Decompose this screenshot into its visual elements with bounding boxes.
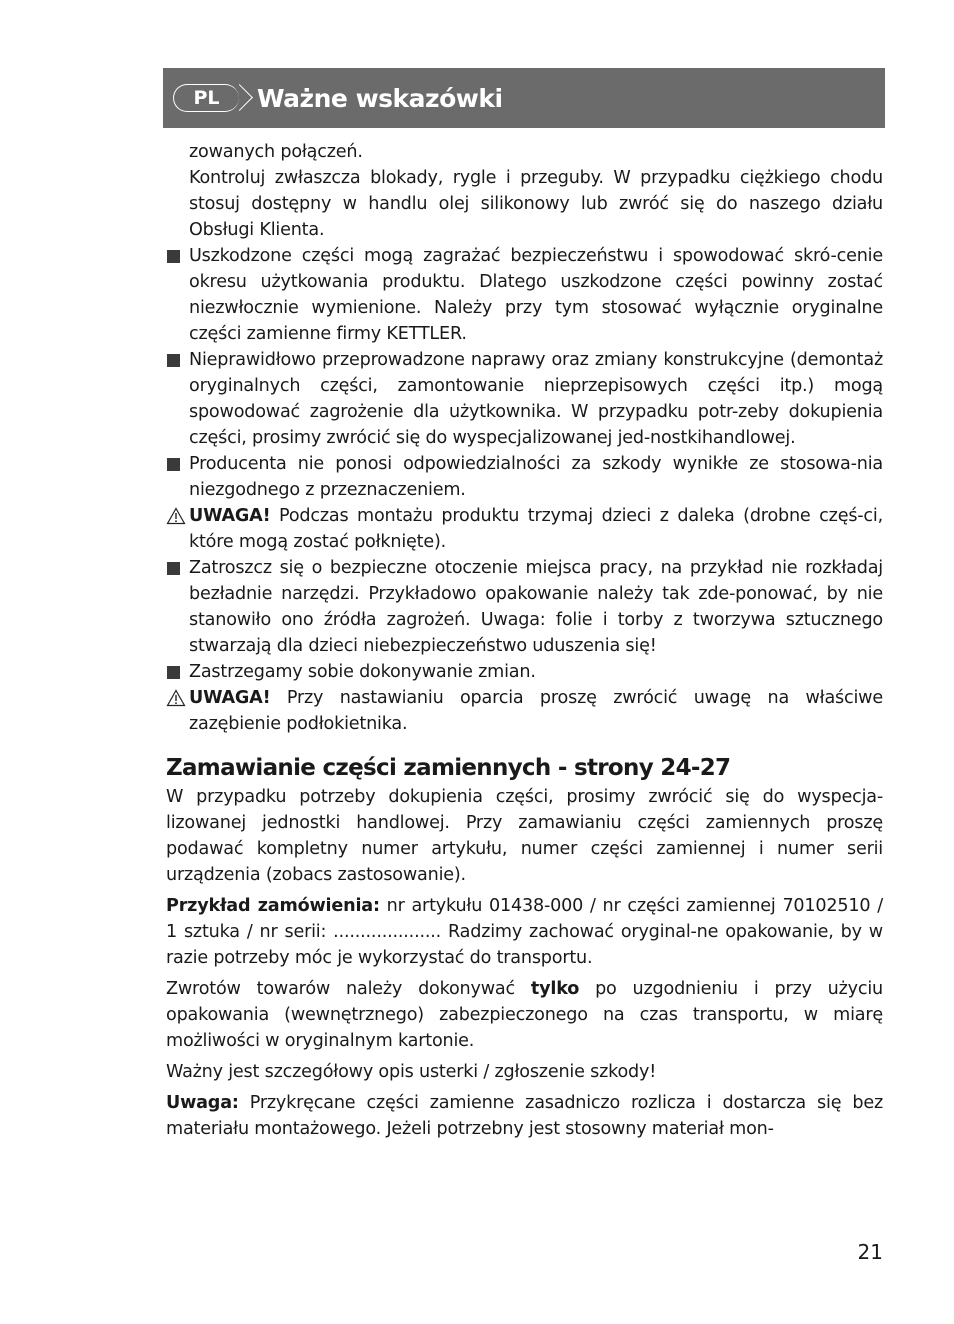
order-example-text: nr artykułu 01438-000 / nr części zamiennej 70102510 / 1 sztuka / nr serii: .................... Radzimy zachować oryginal-ne opakowanie, by w razie potrzeby móc je wykorzystać do transportu. [166, 896, 883, 968]
warning-label: UWAGA! [189, 506, 271, 526]
bullet-item [166, 659, 883, 685]
note-label: Uwaga: [166, 1093, 239, 1113]
section-paragraph-1: W przypadku potrzeby dokupienia części, prosimy zwrócić się do wyspecja-lizowanej jednostki handlowej. Przy zamawianiu części zamiennych proszę podawać kompletny numer artykułu, numer części zamiennej i numer serii urządzenia (zobacs zastosowanie). [166, 787, 883, 885]
section-header [163, 68, 885, 128]
warning-item [166, 503, 883, 555]
bullet-text: Uszkodzone części mogą zagrażać bezpieczeństwu i spowodować skró-cenie okresu użytkowania produktu. Dlatego uszkodzone części powinny zostać niezwłocznie wymienione. Należy przy tym stosować wyłącznie oryginalne części zamienne firmy KETTLER. [189, 246, 883, 344]
note-text: Przykręcane części zamienne zasadniczo rozlicza i dostarcza się bez materiału montażowego. Jeżeli potrzebny jest stosowny materiał mon- [166, 1093, 883, 1139]
order-example-label: Przykład zamówienia: [166, 896, 380, 916]
section-heading: Zamawianie części zamiennych - strony 24-27 [166, 755, 731, 781]
bullet-item [166, 347, 883, 451]
bullet-square-icon [167, 250, 180, 263]
section-paragraph-4: Ważny jest szczegółowy opis usterki / zgłoszenie szkody! [166, 1062, 657, 1082]
continuation-paragraph: Kontroluj zwłaszcza blokady, rygle i przeguby. W przypadku ciężkiego chodu stosuj dostępny w handlu olej silikonowy lub zwróć się do naszego działu Obsługi Klienta. [189, 168, 883, 240]
warning-text: Przy nastawianiu oparcia proszę zwrócić uwagę na właściwe zazębienie podłokietnika. [189, 688, 883, 734]
bullet-text: Zastrzegamy sobie dokonywanie zmian. [189, 662, 536, 682]
bullet-item [166, 555, 883, 659]
bullet-text: Zatroszcz się o bezpieczne otoczenie miejsca pracy, na przykład nie rozkładaj bezładnie narzędzi. Przykładowo opakowanie należy tak zde-ponować, by nie stanowiło ono źródła zagrożeń. Uwaga: folie i torby z tworzywa sztucznego stwarzają dla dzieci niebezpieczeństwo uduszenia się! [189, 558, 883, 656]
bullet-square-icon [167, 354, 180, 367]
instruction-list [166, 243, 883, 737]
header-title: Ważne wskazówki [257, 83, 503, 113]
warning-triangle-icon [166, 507, 186, 525]
returns-text-start: Zwrotów towarów należy dokonywać [166, 979, 531, 999]
returns-text-end: po uzgodnieniu i przy użyciu opakowania (wewnętrznego) zabezpieczonego na czas transportu, w miarę możliwości w oryginalnym kartonie. [166, 979, 883, 1051]
bullet-item [166, 243, 883, 347]
warning-text: Podczas montażu produktu trzymaj dzieci z daleka (drobne częś-ci, które mogą zostać połknięte). [189, 506, 883, 552]
bullet-item [166, 451, 883, 503]
page-content [166, 139, 883, 1147]
bullet-text: Nieprawidłowo przeprowadzone naprawy oraz zmiany konstrukcyjne (demontaż oryginalnych części, zamontowanie nieprzepisowych części itp.) mogą spowodować zagrożenie dla użytkownika. W przypadku potr-zeby dokupienia części, prosimy zwrócić się do wyspecjalizowanej jed-nostkihandlowej. [189, 350, 883, 448]
bullet-square-icon [167, 666, 180, 679]
section-paragraph-2 [166, 893, 883, 971]
warning-item [166, 685, 883, 737]
warning-triangle-icon [166, 689, 186, 707]
warning-label: UWAGA! [189, 688, 271, 708]
bullet-square-icon [167, 458, 180, 471]
bullet-square-icon [167, 562, 180, 575]
page-number: 21 [857, 1240, 883, 1264]
continuation-line: zowanych połączeń. [189, 142, 363, 162]
language-badge [173, 84, 239, 112]
returns-text-bold: tylko [530, 979, 580, 999]
bullet-text: Producenta nie ponosi odpowiedzialności za szkody wynikłe ze stosowa-nia niezgodnego z przeznaczeniem. [189, 454, 883, 500]
spare-parts-section [166, 754, 883, 1142]
section-paragraph-3 [166, 976, 883, 1054]
section-paragraph-5 [166, 1090, 883, 1142]
language-code: PL [193, 87, 220, 109]
